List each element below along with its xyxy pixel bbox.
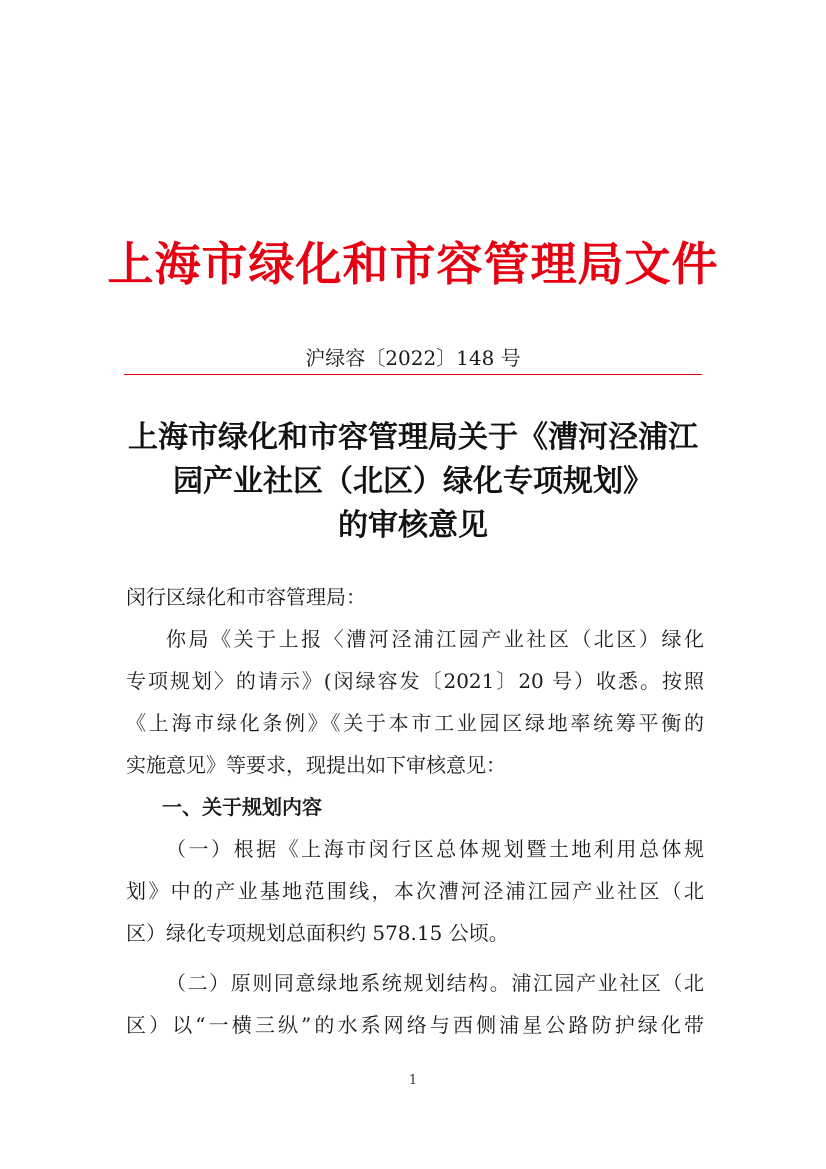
document-number: 沪绿容〔2022〕148 号 [305,346,521,370]
document-masthead: 上海市绿化和市容管理局文件 [107,237,719,291]
intro-line: 《上海市绿化条例》《关于本市工业园区绿地率统筹平衡的 [126,711,704,735]
page-number: 1 [408,1073,418,1088]
title-line: 园产业社区（北区）绿化专项规划》 [173,464,653,499]
intro-line: 专项规划〉的请示》(闵绿容发〔2021〕20 号）收悉。按照 [126,669,704,693]
item-1-line: 区）绿化专项规划总面积约 578.15 公顷。 [126,921,509,945]
document-body [126,576,704,1046]
intro-line: 你局《关于上报〈漕河泾浦江园产业社区（北区）绿化 [166,627,704,651]
red-divider-line [124,374,702,375]
addressee: 闵行区绿化和市容管理局： [126,585,366,609]
intro-line: 实施意见》等要求，现提出如下审核意见： [126,753,506,777]
section-heading: 一、关于规划内容 [162,795,322,819]
item-2-line: 区）以“一横三纵”的水系网络与西侧浦星公路防护绿化带 [126,1013,704,1037]
title-line: 上海市绿化和市容管理局关于《漕河泾浦江 [128,420,698,455]
item-2-line: （二）原则同意绿地系统规划结构。浦江园产业社区（北 [166,971,704,995]
title-line: 的审核意见 [338,508,488,543]
document-title [100,416,726,548]
item-1-line: （一）根据《上海市闵行区总体规划暨土地利用总体规 [166,837,704,861]
item-1-line: 划》中的产业基地范围线，本次漕河泾浦江园产业社区（北 [126,879,704,903]
